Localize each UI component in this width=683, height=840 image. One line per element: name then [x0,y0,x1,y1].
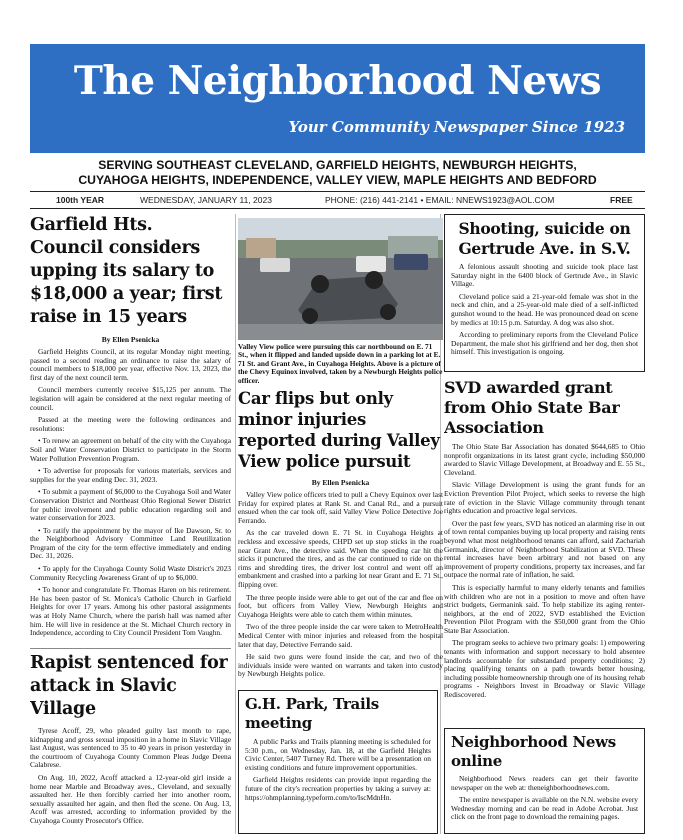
article-headline: G.H. Park, Trails meeting [245,695,379,732]
article-paragraph: This is especially harmful to many elderly tenants and families with children who are not in a position to move and often have strict budgets, Germanink said. To help stabilize its aging renter-neighbors, at the end of 2022, SVD established the Eviction Prevention Pilot Program with the $50,000 grant from the Ohio State Bar Association. [444,582,645,635]
article-paragraph: Valley View police officers tried to pull a Chevy Equinox over last Friday for expired plates at Rank St. and Canal Rd., and a pursuit ensued when the car took off, said Valley View Police Detective Joe Ferrando. [238,490,443,525]
masthead-tagline: Your Community Newspaper Since 1923 [288,118,625,136]
article-car-flip [238,218,443,684]
divider [30,208,645,209]
article-paragraph: • To apply for the Cuyahoga County Solid Waste District's 2023 Community Recycling Awareness Grant of up to $6,000. [30,564,231,582]
article-paragraph: Garfield Heights Council, at its regular Monday night meeting, passed to a second reading an ordinance to raise the salary of council members to $18,000 per year, effective Nov. 13, 2023, the first day of the next council term. [30,347,231,382]
article-paragraph: • To ratify the appointment by the mayor of Ike Dawson, Sr. to the Neighborhood Advisory Committee Land Reutilization Program of the city for the term effective immediately and ending Dec. 31, 2026. [30,525,231,561]
coverage-line-2: CUYAHOGA HEIGHTS, INDEPENDENCE, VALLEY VIEW, MAPLE HEIGHTS AND BEDFORD [78,173,597,187]
article-paragraph: Cleveland police said a 21-year-old female was shot in the neck and chin, and a 25-year-old male died of a self-inflicted gunshot wound to the head. He was pronounced dead on scene by medics at 10:15 p.m. Saturday. A dog was also shot. [451,291,638,327]
article-svd-grant [444,378,645,724]
article-gh-park-box [238,690,438,834]
article-paragraph: • To renew an agreement on behalf of the city with the Cuyahoga Soil and Water Conservation District to participate in the Storm Water Pollution Prevention Program. [30,436,231,463]
article-byline: By Ellen Psenicka [101,335,160,344]
article-paragraph: • To submit a payment of $6,000 to the Cuyahoga Soil and Water Conservation District and Northeast Ohio Regional Sewer District for public involvement and public education regarding soil and water conservation for 2023. [30,487,231,523]
article-paragraph: • To advertise for proposals for various materials, services and supplies for the year ending Dec. 31, 2023. [30,466,231,484]
article-paragraph: Tyrese Acoff, 29, who pleaded guilty last month to rape, kidnapping and gross sexual imposition in a home in Slavic Village last August, was sentenced to 35 to 40 years in prison yesterday in the courtroom of Cuyahoga County Common Pleas Judge Deena Calabrese. [30,726,231,770]
price: FREE [610,195,633,205]
contact-info: PHONE: (216) 441-2141 • EMAIL: NNEWS1923@AOL.COM [325,195,555,205]
article-paragraph: On Aug. 10, 2022, Acoff attacked a 12-year-old girl inside a home near Marble and Broadway aves., Cleveland, and sexually assaulted her. He then forcibly carried her into another room, sexually assaulted her again, and then fled the scene. On Aug. 13, Acoff was arrested, according to information provided by the Cuyahoga County Prosecutor's Office. [30,772,231,825]
article-paragraph: Slavic Village Development is using the grant funds for an Eviction Prevention Pilot Project, which seeks to reverse the high rate of eviction in the Slavic Village community through tenant rights education and proactive legal services. [444,480,645,516]
article-byline: By Ellen Psenicka [311,478,370,488]
masthead-banner [30,44,645,153]
article-headline: Car flips but only minor injuries reported during Valley View police pursuit [238,389,440,472]
article-paragraph: He said two guns were found inside the car, and two of the individuals inside were wanted on warrants and taken into custody by Newburgh Heights police. [238,652,443,679]
article-paragraph: Over the past few years, SVD has noticed an alarming rise in out of town rental companies buying up local property and raising rents beyond what most neighborhood tenants can afford, said Zachariah Germanink, director of Neighborhood Stabilization at SVD. These rental increases have been arbitrary and not based on any improvement of property conditions, property tax increases, and far outpace the normal rate of inflation, he said. [444,518,645,580]
article-paragraph: Two of the three people inside the car were taken to MetroHealth Medical Center with minor injuries and released from the hospital later that day, Detective Ferrando said. [238,622,443,649]
article-shooting-box [444,214,645,372]
article-paragraph: A felonious assault shooting and suicide took place last Saturday night in the 6400 block of Gertrude Ave., in Slavic Village. [451,262,638,289]
article-paragraph: Garfield Heights residents can provide input regarding the future of the city's recreation properties by taking a survey at: https://ohmplanning.typeform.com/to/IscMdnHn. [245,775,431,802]
article-headline: Neighborhood News online [451,733,616,770]
edition-info-bar [30,192,645,208]
article-headline: Garfield Hts. Council considers upping its salary to $18,000 a year; first raise in 15 years [30,215,223,327]
article-paragraph: Neighborhood News readers can get their favorite newspaper on the web at: theneighborhoodnews.com. [451,774,638,792]
coverage-line-1: SERVING SOUTHEAST CLEVELAND, GARFIELD HEIGHTS, NEWBURGH HEIGHTS, [98,158,577,172]
article-paragraph: As the car traveled down E. 71 St. in Cuyahoga Heights at reckless and excessive speeds, CHPD set up stop sticks in the road near Grant Ave., the detective said. When the speeding car hit the sticks it punctured the tires, and as the car continued to ride on the rims and shredding tires, the driver lost control and went off an embankment and crashed into a parking lot near Grant and E. 71 St., flipping over. [238,528,443,589]
article-council [30,214,231,649]
crash-photo [238,218,443,340]
article-online-box [444,728,645,834]
article-headline: SVD awarded grant from Ohio State Bar Association [444,378,620,437]
edition-year: 100th YEAR [56,195,105,205]
coverage-area [30,158,645,188]
column-divider [235,214,236,834]
article-paragraph: The Ohio State Bar Association has donated $644,685 to Ohio nonprofit organizations in its latest grant cycle, including $50,000 awarded to Slavic Village Development, at Broadway and E. 55 St., Cleveland. [444,442,645,477]
article-paragraph: Passed at the meeting were the following ordinances and resolutions: [30,415,231,433]
article-headline: Shooting, suicide on Gertrude Ave. in S.V. [458,219,631,258]
article-paragraph: The program seeks to achieve two primary goals: 1) empowering tenants with information and support necessary to hold absentee landlords accountable for substandard property conditions; 2) placing qualifying tenants on a path towards better housing, including possible homeownership through one of its housing rehab programs - Neighbors Invest in Broadway or Slavic Village Rediscovered. [444,638,645,700]
photo-caption: Valley View police were pursuing this car northbound on E. 71 St., when it flipped and landed upside down in a parking lot at E. 71 St. and Grant Ave., in Cuyahoga Heights. Above is a picture of the Chevy Equinox involved, taken by a Newburgh Heights police officer. [238,342,443,385]
edition-date: WEDNESDAY, JANUARY 11, 2023 [140,195,272,205]
article-rapist [30,652,231,836]
divider [30,648,231,649]
article-paragraph: • To honor and congratulate Fr. Thomas Haren on his retirement. He has been pastor of St. Monica's Catholic Church in Garfield Heights for over 17 years. Among his other pastoral assignments was at Holy Name Church, where the parish hall was named after him. He will live in residence at the St. Michael Church rectory in Independence, according to City Council President Tom Vaughn. [30,585,231,638]
article-paragraph: Council members currently receive $15,125 per annum. The legislation will again be considered at the next regular meeting of council. [30,385,231,412]
masthead-title: The Neighborhood News [73,58,602,104]
article-paragraph: The entire newspaper is available on the N.N. website every Wednesday morning and can be read in Adobe Acrobat. Just click on the front page to download the remaining pages. [451,795,638,822]
article-paragraph: The three people inside were able to get out of the car and flee on foot, but officers from Valley View, Newburgh Heights and Cuyahoga Heights were able to catch them within minutes. [238,592,443,619]
crash-scene-image [238,218,443,340]
article-paragraph: According to preliminary reports from the Cleveland Police Department, the male shot his girlfriend and her dog, then shot himself. This investigation is ongoing. [451,330,638,357]
article-headline: Rapist sentenced for attack in Slavic Village [30,653,228,719]
article-paragraph: A public Parks and Trails planning meeting is scheduled for 5:30 p.m., on Wednesday, Jan. 18, at the Garfield Heights Civic Center, 5407 Turney Rd. There will be a presentation on existing conditions and future improvement opportunities. [245,737,431,772]
